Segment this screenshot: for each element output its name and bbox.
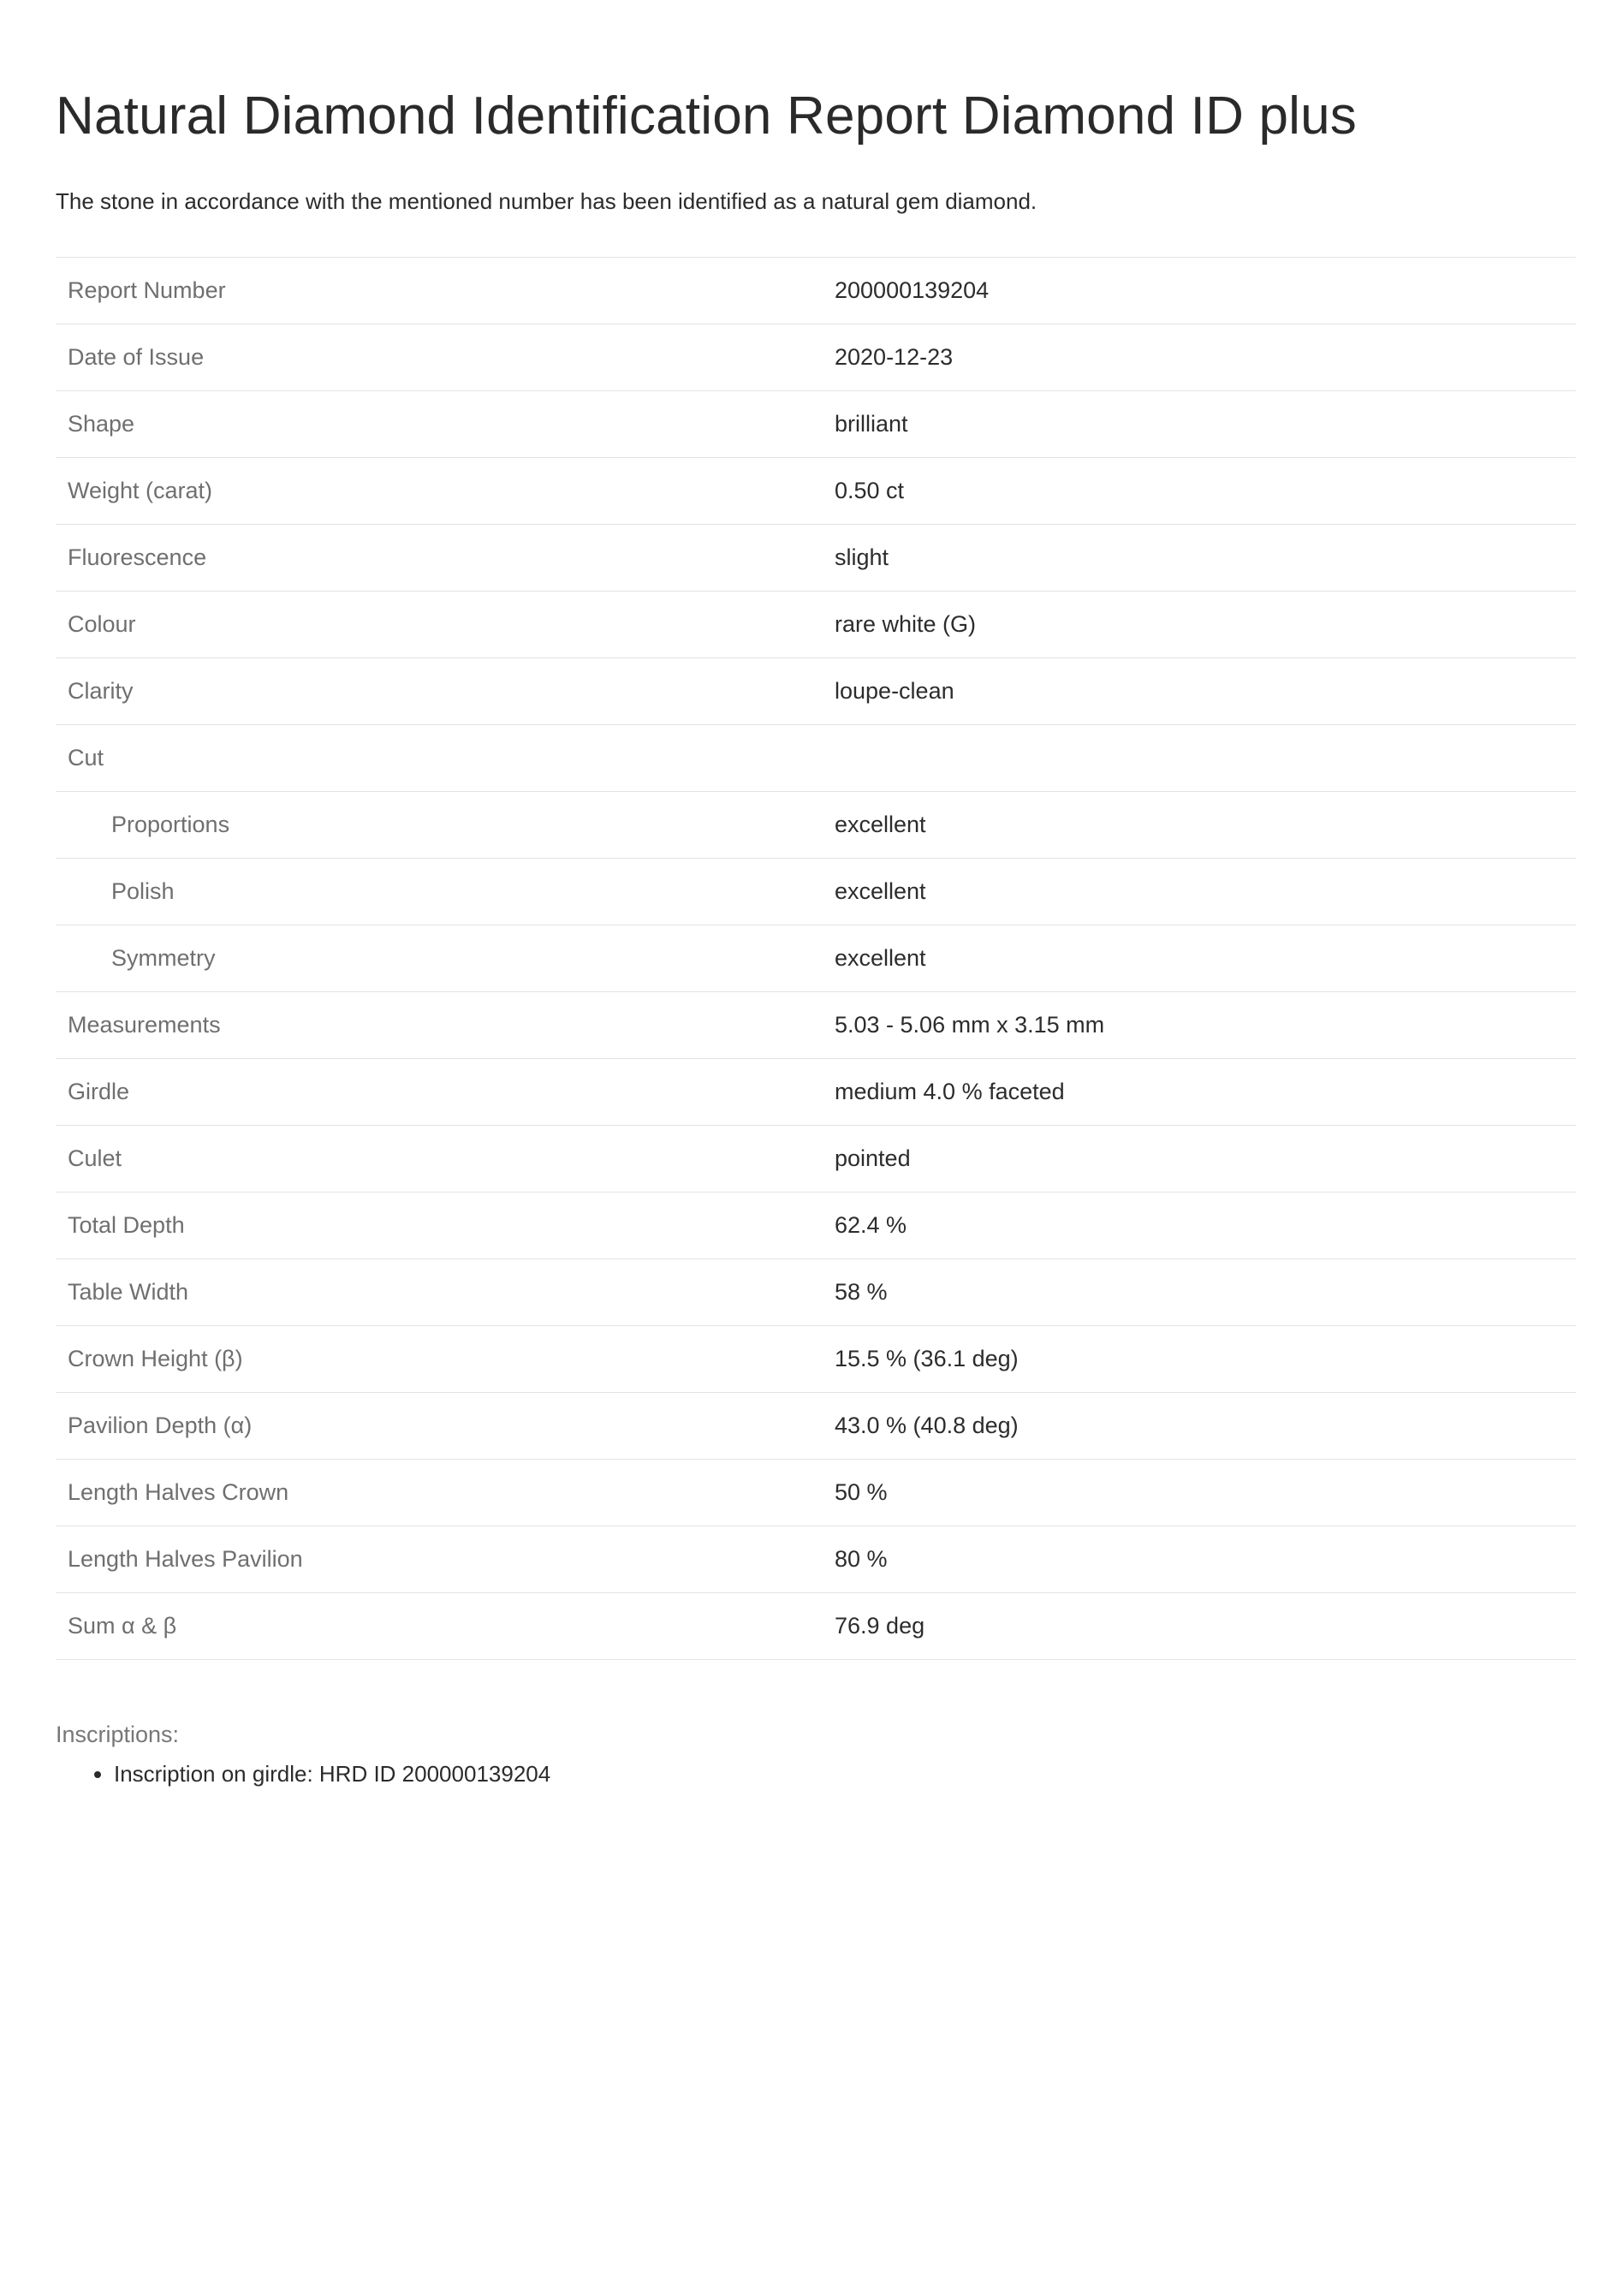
list-item: • Inscription on girdle: HRD ID 200000139204 — [114, 1759, 1576, 1788]
table-row — [56, 1059, 1576, 1126]
row-label: Measurements — [56, 992, 835, 1059]
row-value: 5.03 - 5.06 mm x 3.15 mm — [835, 992, 1576, 1059]
row-value: rare white (G) — [835, 592, 1576, 658]
row-value: 62.4 % — [835, 1193, 1576, 1259]
row-label: Pavilion Depth (α) — [56, 1393, 835, 1460]
table-row — [56, 258, 1576, 324]
row-value: medium 4.0 % faceted — [835, 1059, 1576, 1126]
row-value: pointed — [835, 1126, 1576, 1193]
row-label: Fluorescence — [56, 525, 835, 592]
table-row — [56, 658, 1576, 725]
table-row — [56, 525, 1576, 592]
row-label: Report Number — [56, 258, 835, 324]
report-subtitle: The stone in accordance with the mentioned number has been identified as a natural gem diamond. — [56, 188, 1037, 214]
row-value: excellent — [835, 859, 1576, 925]
table-subrow — [56, 859, 1576, 925]
table-row — [56, 1460, 1576, 1526]
table-row — [56, 1193, 1576, 1259]
row-label: Weight (carat) — [56, 458, 835, 525]
row-label: Crown Height (β) — [56, 1326, 835, 1393]
row-label: Total Depth — [56, 1193, 835, 1259]
row-value — [835, 725, 1576, 792]
row-label: Cut — [56, 725, 835, 792]
specification-table — [56, 257, 1576, 1660]
row-label: Table Width — [56, 1259, 835, 1326]
table-row — [56, 1526, 1576, 1593]
row-value: 0.50 ct — [835, 458, 1576, 525]
table-row — [56, 324, 1576, 391]
row-label: Colour — [56, 592, 835, 658]
row-label: Symmetry — [56, 925, 835, 992]
table-row — [56, 391, 1576, 458]
row-label: Clarity — [56, 658, 835, 725]
inscriptions-heading: Inscriptions: — [56, 1722, 180, 1747]
row-value: 43.0 % (40.8 deg) — [835, 1393, 1576, 1460]
table-row — [56, 1259, 1576, 1326]
inscriptions-list — [56, 1759, 1576, 1788]
row-value: 58 % — [835, 1259, 1576, 1326]
table-row — [56, 1126, 1576, 1193]
row-value: 50 % — [835, 1460, 1576, 1526]
table-row — [56, 458, 1576, 525]
table-row — [56, 725, 1576, 792]
row-value: 80 % — [835, 1526, 1576, 1593]
row-label: Culet — [56, 1126, 835, 1193]
row-value: loupe-clean — [835, 658, 1576, 725]
row-value: 200000139204 — [835, 258, 1576, 324]
report-title: Natural Diamond Identification Report Diamond ID plus — [56, 86, 1358, 146]
table-subrow — [56, 792, 1576, 859]
table-row — [56, 1593, 1576, 1660]
row-label: Shape — [56, 391, 835, 458]
row-value: excellent — [835, 792, 1576, 859]
row-value: excellent — [835, 925, 1576, 992]
report-page — [56, 0, 1576, 1788]
row-label: Date of Issue — [56, 324, 835, 391]
table-row — [56, 992, 1576, 1059]
row-value: 2020-12-23 — [835, 324, 1576, 391]
row-label: Length Halves Crown — [56, 1460, 835, 1526]
row-label: Girdle — [56, 1059, 835, 1126]
row-value: 76.9 deg — [835, 1593, 1576, 1660]
row-label: Length Halves Pavilion — [56, 1526, 835, 1593]
table-subrow — [56, 925, 1576, 992]
row-label: Polish — [56, 859, 835, 925]
row-label: Proportions — [56, 792, 835, 859]
row-value: 15.5 % (36.1 deg) — [835, 1326, 1576, 1393]
row-value: brilliant — [835, 391, 1576, 458]
table-row — [56, 1326, 1576, 1393]
table-row — [56, 1393, 1576, 1460]
row-label: Sum α & β — [56, 1593, 835, 1660]
table-row — [56, 592, 1576, 658]
row-value: slight — [835, 525, 1576, 592]
